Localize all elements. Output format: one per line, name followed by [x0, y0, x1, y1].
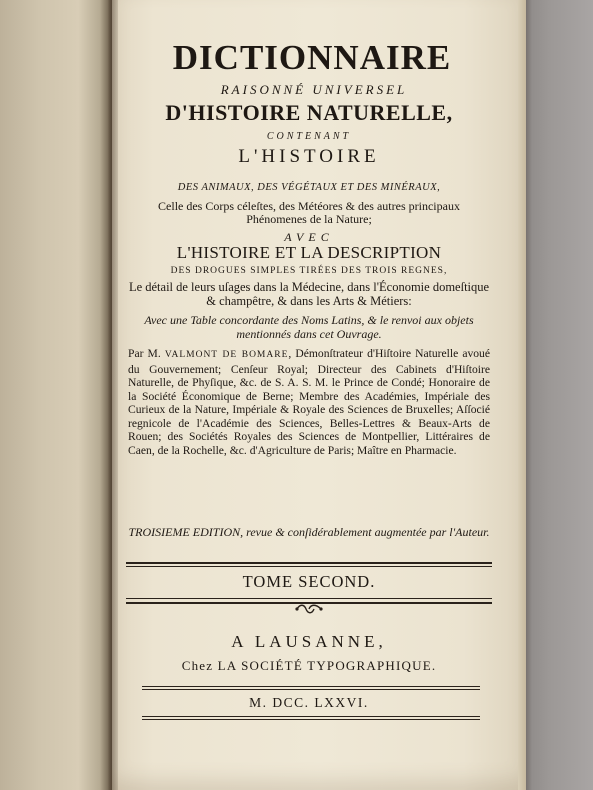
- lhistoire-line: L'HISTOIRE: [238, 146, 380, 167]
- rule: [142, 686, 480, 687]
- rule: [126, 562, 492, 564]
- book-title: DICTIONNAIRE: [172, 38, 452, 77]
- book-gutter: [100, 0, 118, 790]
- imprint-date: M. DCC. LXXVI.: [249, 695, 369, 710]
- book-subject: D'HISTOIRE NATURELLE,: [165, 100, 453, 125]
- imprint-place: A LAUSANNE,: [231, 632, 387, 651]
- detail-line: Le détail de leurs uſages dans la Médecine, dans l'Économie domeſtique & champêtre, & dans les Arts & Métiers:: [128, 280, 490, 308]
- corps-line: Celle des Corps céleſtes, des Météores & des autres principaux Phénomenes de la Nature;: [158, 199, 460, 226]
- table-line: Avec une Table concordante des Noms Latins, & le renvoi aux objets mentionnés dans cet Ouvrage.: [144, 313, 474, 341]
- left-leaf: [0, 0, 112, 790]
- rule: [126, 566, 492, 567]
- author-name: VALMONT DE BOMARE: [164, 350, 289, 360]
- volume-line: TOME SECOND.: [242, 572, 376, 591]
- contenant-line: CONTENANT: [266, 131, 352, 142]
- rule: [142, 716, 480, 717]
- page-edge: [518, 0, 526, 790]
- avec-line: AVEC: [284, 230, 334, 244]
- printer-ornament-icon: [294, 602, 324, 616]
- author-titles: , Démonſtrateur d'Hiſtoire Naturelle avoué du Gouvernement; Cenſeur Royal; Directeur des Cabinets d'Hiſtoire Naturelle, de Phyſique, &c. de S. A. S. M. le Prince de Condé; Honoraire de la Société Économique de Berne; Membre des Académies, Impériale des Curieux de la Nature, Impériale & Royale des Sciences de Bruxelles; Aſſocié regnicole de l'Académie des Sciences, Belles-Lettres & Beaux-Arts de Rouen; des Sociétés Royales des Sciences de Montpellier, Littéraires de Caen, de la Rochelle, &c. d'Agriculture de Paris; Maître en Pharmacie.: [128, 347, 491, 457]
- book-subtitle: RAISONNÉ UNIVERSEL: [220, 82, 408, 97]
- rule: [142, 689, 480, 690]
- imprint-publisher: Chez LA SOCIÉTÉ TYPOGRAPHIQUE.: [181, 658, 437, 673]
- drogues-line: DES DROGUES SIMPLES TIRÉES DES TROIS REGNES,: [170, 266, 448, 276]
- animaux-line: DES ANIMAUX, DES VÉGÉTAUX ET DES MINÉRAUX,: [177, 182, 441, 193]
- rule: [142, 719, 480, 720]
- edition-line: TROISIEME EDITION, revue & conſidérablement augmentée par l'Auteur.: [128, 525, 490, 539]
- author-paragraph: [128, 347, 490, 457]
- author-intro: Par M.: [128, 347, 161, 360]
- description-line: L'HISTOIRE ET LA DESCRIPTION: [176, 243, 442, 262]
- rule: [126, 598, 492, 599]
